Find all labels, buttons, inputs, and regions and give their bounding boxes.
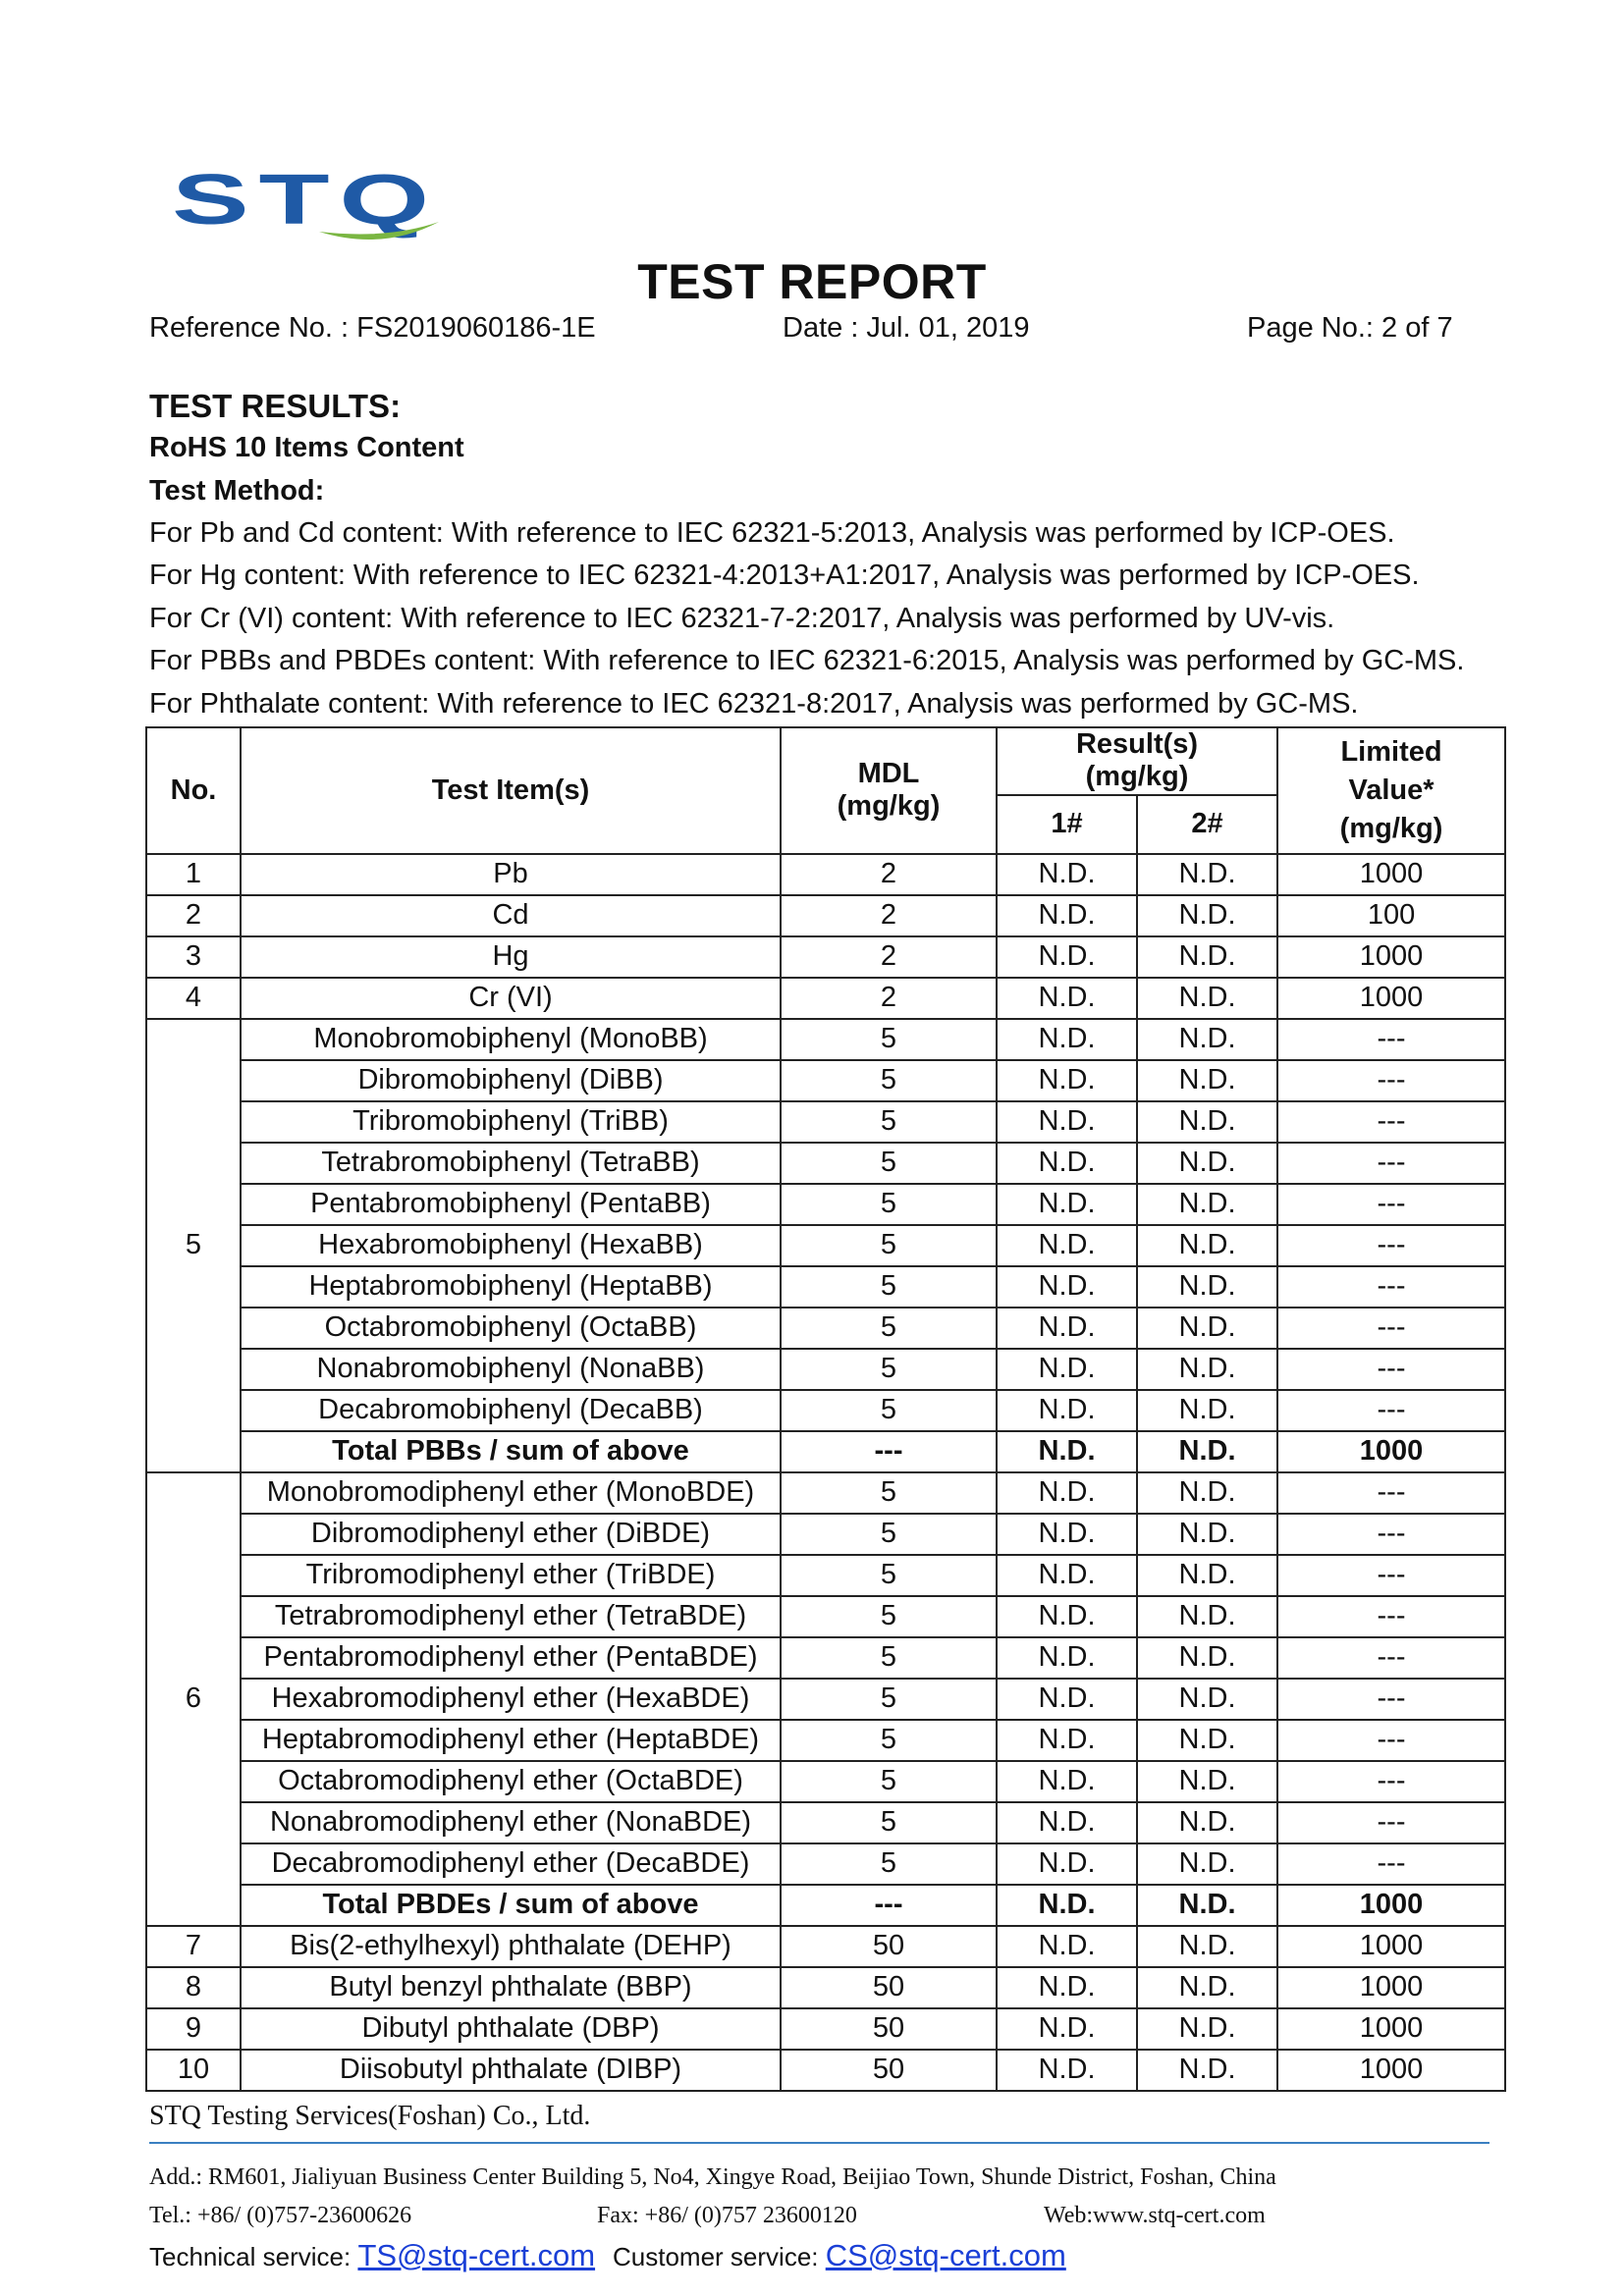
cell-no: 2 bbox=[146, 895, 241, 936]
cell-mdl: 50 bbox=[781, 2008, 997, 2050]
cell-mdl: 5 bbox=[781, 1761, 997, 1802]
table-row bbox=[146, 1390, 1505, 1431]
cell-no: 8 bbox=[146, 1967, 241, 2008]
cell-result-2: N.D. bbox=[1137, 1967, 1277, 2008]
cell-test-item: Nonabromodiphenyl ether (NonaBDE) bbox=[241, 1802, 781, 1843]
cell-limit: 1000 bbox=[1277, 2050, 1505, 2091]
cell-result-2: N.D. bbox=[1137, 1637, 1277, 1679]
cell-mdl: 2 bbox=[781, 854, 997, 895]
cell-limit: --- bbox=[1277, 1019, 1505, 1060]
cell-result-2: N.D. bbox=[1137, 1472, 1277, 1514]
cell-mdl: 5 bbox=[781, 1101, 997, 1143]
cell-result-1: N.D. bbox=[997, 1060, 1137, 1101]
cell-result-1: N.D. bbox=[997, 1472, 1137, 1514]
cell-result-2: N.D. bbox=[1137, 1431, 1277, 1472]
cell-result-1: N.D. bbox=[997, 854, 1137, 895]
table-row bbox=[146, 1019, 1505, 1060]
cell-no: 9 bbox=[146, 2008, 241, 2050]
cell-result-2: N.D. bbox=[1137, 895, 1277, 936]
cell-mdl: 2 bbox=[781, 895, 997, 936]
cell-mdl: --- bbox=[781, 1431, 997, 1472]
cell-result-1: N.D. bbox=[997, 1967, 1137, 2008]
cell-result-2: N.D. bbox=[1137, 1390, 1277, 1431]
cell-result-2: N.D. bbox=[1137, 2008, 1277, 2050]
cell-result-1: N.D. bbox=[997, 1349, 1137, 1390]
report-title: TEST REPORT bbox=[637, 254, 987, 309]
cell-limit: --- bbox=[1277, 1555, 1505, 1596]
results-table bbox=[145, 726, 1506, 2092]
cell-test-item: Monobromodiphenyl ether (MonoBDE) bbox=[241, 1472, 781, 1514]
header-mdl-label: MDL bbox=[857, 758, 920, 789]
cell-result-1: N.D. bbox=[997, 1184, 1137, 1225]
cell-test-item: Dibutyl phthalate (DBP) bbox=[241, 2008, 781, 2050]
cell-result-1: N.D. bbox=[997, 1308, 1137, 1349]
cell-test-item: Dibromodiphenyl ether (DiBDE) bbox=[241, 1514, 781, 1555]
cell-mdl: 5 bbox=[781, 1720, 997, 1761]
cell-test-item: Tribromodiphenyl ether (TriBDE) bbox=[241, 1555, 781, 1596]
table-row bbox=[146, 1101, 1505, 1143]
cell-result-1: N.D. bbox=[997, 1143, 1137, 1184]
cell-result-2: N.D. bbox=[1137, 978, 1277, 1019]
method-line: For Hg content: With reference to IEC 62321-4:2013+A1:2017, Analysis was performed by ICP-OES. bbox=[149, 560, 1420, 591]
cell-mdl: 5 bbox=[781, 1060, 997, 1101]
cell-result-1: N.D. bbox=[997, 1596, 1137, 1637]
cell-result-2: N.D. bbox=[1137, 1679, 1277, 1720]
table-row bbox=[146, 1967, 1505, 2008]
table-row bbox=[146, 1431, 1505, 1472]
cell-result-2: N.D. bbox=[1137, 1514, 1277, 1555]
cell-result-2: N.D. bbox=[1137, 1926, 1277, 1967]
table-row bbox=[146, 854, 1505, 895]
cell-result-1: N.D. bbox=[997, 1390, 1137, 1431]
cell-mdl: 50 bbox=[781, 2050, 997, 2091]
cell-result-2: N.D. bbox=[1137, 1266, 1277, 1308]
cell-test-item: Nonabromobiphenyl (NonaBB) bbox=[241, 1349, 781, 1390]
cell-result-1: N.D. bbox=[997, 1720, 1137, 1761]
header-limit-label: Limited bbox=[1340, 735, 1442, 768]
cell-test-item: Octabromobiphenyl (OctaBB) bbox=[241, 1308, 781, 1349]
cell-no: 5 bbox=[146, 1019, 241, 1472]
cell-limit: --- bbox=[1277, 1184, 1505, 1225]
cell-limit: --- bbox=[1277, 1720, 1505, 1761]
table-row bbox=[146, 1266, 1505, 1308]
cell-result-2: N.D. bbox=[1137, 1019, 1277, 1060]
table-row bbox=[146, 936, 1505, 978]
cell-mdl: 5 bbox=[781, 1555, 997, 1596]
table-row bbox=[146, 1555, 1505, 1596]
header-no: No. bbox=[146, 727, 241, 854]
cell-test-item: Butyl benzyl phthalate (BBP) bbox=[241, 1967, 781, 2008]
cell-no: 1 bbox=[146, 854, 241, 895]
cell-result-1: N.D. bbox=[997, 1019, 1137, 1060]
cell-no: 4 bbox=[146, 978, 241, 1019]
table-row bbox=[146, 2050, 1505, 2091]
cell-result-2: N.D. bbox=[1137, 1308, 1277, 1349]
cell-limit: 1000 bbox=[1277, 1967, 1505, 2008]
technical-service bbox=[149, 2238, 595, 2273]
section-title: TEST RESULTS: bbox=[149, 388, 402, 424]
cell-result-2: N.D. bbox=[1137, 1225, 1277, 1266]
company-web: Web:www.stq-cert.com bbox=[1044, 2203, 1266, 2228]
cell-mdl: 50 bbox=[781, 1926, 997, 1967]
table-row bbox=[146, 2008, 1505, 2050]
results-body bbox=[146, 854, 1505, 2091]
cell-limit: 1000 bbox=[1277, 1431, 1505, 1472]
cell-result-2: N.D. bbox=[1137, 1349, 1277, 1390]
cell-limit: 1000 bbox=[1277, 978, 1505, 1019]
table-row bbox=[146, 1802, 1505, 1843]
cell-result-2: N.D. bbox=[1137, 1101, 1277, 1143]
table-row bbox=[146, 978, 1505, 1019]
cell-test-item: Bis(2-ethylhexyl) phthalate (DEHP) bbox=[241, 1926, 781, 1967]
cell-mdl: 5 bbox=[781, 1596, 997, 1637]
header-mdl-unit: (mg/kg) bbox=[837, 790, 941, 823]
header-results-unit: (mg/kg) bbox=[1085, 761, 1189, 793]
cell-result-1: N.D. bbox=[997, 2050, 1137, 2091]
cell-test-item: Dibromobiphenyl (DiBB) bbox=[241, 1060, 781, 1101]
cell-result-2: N.D. bbox=[1137, 1761, 1277, 1802]
cell-mdl: 5 bbox=[781, 1143, 997, 1184]
reference-number: Reference No. : FS2019060186-1E bbox=[149, 312, 596, 344]
cell-mdl: 5 bbox=[781, 1802, 997, 1843]
cell-limit: --- bbox=[1277, 1101, 1505, 1143]
cell-result-1: N.D. bbox=[997, 936, 1137, 978]
cell-test-item: Cd bbox=[241, 895, 781, 936]
cell-result-2: N.D. bbox=[1137, 2050, 1277, 2091]
cell-result-2: N.D. bbox=[1137, 1555, 1277, 1596]
cell-test-item: Diisobutyl phthalate (DIBP) bbox=[241, 2050, 781, 2091]
cell-limit: --- bbox=[1277, 1679, 1505, 1720]
cell-test-item: Hexabromobiphenyl (HexaBB) bbox=[241, 1225, 781, 1266]
header-result-1: 1# bbox=[997, 795, 1137, 854]
header-limited-value bbox=[1277, 727, 1505, 854]
cell-mdl: 2 bbox=[781, 936, 997, 978]
cell-limit: --- bbox=[1277, 1390, 1505, 1431]
table-row bbox=[146, 1637, 1505, 1679]
cell-test-item: Cr (VI) bbox=[241, 978, 781, 1019]
cell-result-1: N.D. bbox=[997, 1637, 1137, 1679]
table-row bbox=[146, 1843, 1505, 1885]
cell-result-1: N.D. bbox=[997, 1679, 1137, 1720]
table-row bbox=[146, 1596, 1505, 1637]
cell-mdl: 50 bbox=[781, 1967, 997, 2008]
cell-limit: --- bbox=[1277, 1060, 1505, 1101]
header-limit-unit: (mg/kg) bbox=[1339, 812, 1443, 844]
cell-mdl: 5 bbox=[781, 1349, 997, 1390]
cell-limit: --- bbox=[1277, 1225, 1505, 1266]
company-name: STQ Testing Services(Foshan) Co., Ltd. bbox=[149, 2101, 591, 2131]
cell-result-1: N.D. bbox=[997, 895, 1137, 936]
cell-limit: --- bbox=[1277, 1637, 1505, 1679]
header-result-2: 2# bbox=[1137, 795, 1277, 854]
cell-mdl: 5 bbox=[781, 1514, 997, 1555]
table-row bbox=[146, 1885, 1505, 1926]
cell-mdl: 5 bbox=[781, 1843, 997, 1885]
cell-test-item: Total PBDEs / sum of above bbox=[241, 1885, 781, 1926]
cell-mdl: 5 bbox=[781, 1266, 997, 1308]
cell-result-1: N.D. bbox=[997, 1101, 1137, 1143]
cell-mdl: 2 bbox=[781, 978, 997, 1019]
stq-logo bbox=[172, 167, 447, 245]
cell-result-1: N.D. bbox=[997, 1225, 1137, 1266]
cell-result-1: N.D. bbox=[997, 1802, 1137, 1843]
header-results bbox=[997, 727, 1277, 795]
report-date: Date : Jul. 01, 2019 bbox=[783, 312, 1030, 344]
table-row bbox=[146, 1308, 1505, 1349]
cell-limit: --- bbox=[1277, 1761, 1505, 1802]
cell-limit: 1000 bbox=[1277, 854, 1505, 895]
cell-test-item: Heptabromodiphenyl ether (HeptaBDE) bbox=[241, 1720, 781, 1761]
cell-result-2: N.D. bbox=[1137, 1885, 1277, 1926]
cell-test-item: Tetrabromobiphenyl (TetraBB) bbox=[241, 1143, 781, 1184]
customer-service bbox=[613, 2238, 1066, 2273]
header-results-label: Result(s) bbox=[1075, 728, 1199, 760]
cell-test-item: Pb bbox=[241, 854, 781, 895]
table-row bbox=[146, 1349, 1505, 1390]
cell-limit: --- bbox=[1277, 1143, 1505, 1184]
cell-result-2: N.D. bbox=[1137, 1720, 1277, 1761]
method-line: For Pb and Cd content: With reference to IEC 62321-5:2013, Analysis was performed by ICP-OES. bbox=[149, 517, 1395, 549]
cell-result-1: N.D. bbox=[997, 1514, 1137, 1555]
company-address: Add.: RM601, Jialiyuan Business Center Building 5, No4, Xingye Road, Beijiao Town, Shunde District, Foshan, China bbox=[149, 2164, 1276, 2190]
company-fax: Fax: +86/ (0)757 23600120 bbox=[597, 2203, 857, 2228]
footer-divider bbox=[149, 2142, 1489, 2144]
subtitle: RoHS 10 Items Content bbox=[149, 432, 464, 463]
header-test-item: Test Item(s) bbox=[241, 727, 781, 854]
table-row bbox=[146, 1679, 1505, 1720]
cell-mdl: 5 bbox=[781, 1679, 997, 1720]
table-row bbox=[146, 1720, 1505, 1761]
cell-result-1: N.D. bbox=[997, 978, 1137, 1019]
cell-no: 7 bbox=[146, 1926, 241, 1967]
cell-result-2: N.D. bbox=[1137, 1843, 1277, 1885]
cell-no: 3 bbox=[146, 936, 241, 978]
cell-mdl: 5 bbox=[781, 1019, 997, 1060]
cell-test-item: Pentabromodiphenyl ether (PentaBDE) bbox=[241, 1637, 781, 1679]
cell-limit: 1000 bbox=[1277, 1926, 1505, 1967]
table-row bbox=[146, 1472, 1505, 1514]
cell-limit: --- bbox=[1277, 1802, 1505, 1843]
cell-limit: --- bbox=[1277, 1349, 1505, 1390]
stq-logo-text: STQ bbox=[172, 167, 439, 240]
cell-result-1: N.D. bbox=[997, 1843, 1137, 1885]
table-row bbox=[146, 1225, 1505, 1266]
method-line: For PBBs and PBDEs content: With reference to IEC 62321-6:2015, Analysis was performed by GC-MS. bbox=[149, 645, 1465, 676]
cell-mdl: --- bbox=[781, 1885, 997, 1926]
method-line: For Cr (VI) content: With reference to IEC 62321-7-2:2017, Analysis was performed by UV-vis. bbox=[149, 603, 1335, 634]
cell-limit: 100 bbox=[1277, 895, 1505, 936]
cell-result-2: N.D. bbox=[1137, 1802, 1277, 1843]
cell-result-2: N.D. bbox=[1137, 1060, 1277, 1101]
cell-mdl: 5 bbox=[781, 1390, 997, 1431]
cell-limit: 1000 bbox=[1277, 1885, 1505, 1926]
table-row bbox=[146, 895, 1505, 936]
cell-test-item: Total PBBs / sum of above bbox=[241, 1431, 781, 1472]
technical-service-label: Technical service: bbox=[149, 2242, 352, 2271]
cell-limit: --- bbox=[1277, 1266, 1505, 1308]
cell-limit: --- bbox=[1277, 1843, 1505, 1885]
cell-mdl: 5 bbox=[781, 1637, 997, 1679]
cell-limit: --- bbox=[1277, 1472, 1505, 1514]
test-method-label: Test Method: bbox=[149, 475, 325, 507]
cell-result-1: N.D. bbox=[997, 1885, 1137, 1926]
customer-service-label: Customer service: bbox=[613, 2242, 819, 2271]
table-row bbox=[146, 1060, 1505, 1101]
header-limit-value: Value* bbox=[1348, 774, 1435, 806]
cell-result-2: N.D. bbox=[1137, 1184, 1277, 1225]
header-mdl bbox=[781, 727, 997, 854]
table-row bbox=[146, 1761, 1505, 1802]
cell-test-item: Heptabromobiphenyl (HeptaBB) bbox=[241, 1266, 781, 1308]
cell-limit: --- bbox=[1277, 1596, 1505, 1637]
cell-test-item: Pentabromobiphenyl (PentaBB) bbox=[241, 1184, 781, 1225]
cell-test-item: Tribromobiphenyl (TriBB) bbox=[241, 1101, 781, 1143]
cell-no: 10 bbox=[146, 2050, 241, 2091]
cell-result-1: N.D. bbox=[997, 1431, 1137, 1472]
cell-result-1: N.D. bbox=[997, 2008, 1137, 2050]
cell-mdl: 5 bbox=[781, 1308, 997, 1349]
cell-test-item: Hexabromodiphenyl ether (HexaBDE) bbox=[241, 1679, 781, 1720]
cell-test-item: Decabromobiphenyl (DecaBB) bbox=[241, 1390, 781, 1431]
cell-result-1: N.D. bbox=[997, 1266, 1137, 1308]
cell-result-2: N.D. bbox=[1137, 854, 1277, 895]
cell-result-1: N.D. bbox=[997, 1761, 1137, 1802]
cell-result-1: N.D. bbox=[997, 1926, 1137, 1967]
cell-mdl: 5 bbox=[781, 1184, 997, 1225]
cell-limit: --- bbox=[1277, 1308, 1505, 1349]
cell-limit: 1000 bbox=[1277, 2008, 1505, 2050]
cell-test-item: Hg bbox=[241, 936, 781, 978]
cell-test-item: Decabromodiphenyl ether (DecaBDE) bbox=[241, 1843, 781, 1885]
cell-result-2: N.D. bbox=[1137, 936, 1277, 978]
method-line: For Phthalate content: With reference to IEC 62321-8:2017, Analysis was performed by GC-MS. bbox=[149, 688, 1359, 720]
table-row bbox=[146, 1926, 1505, 1967]
cell-no: 6 bbox=[146, 1472, 241, 1926]
technical-service-email[interactable]: TS@stq-cert.com bbox=[357, 2238, 596, 2272]
table-row bbox=[146, 1514, 1505, 1555]
table-row bbox=[146, 1143, 1505, 1184]
customer-service-email[interactable]: CS@stq-cert.com bbox=[825, 2238, 1066, 2272]
table-row bbox=[146, 1184, 1505, 1225]
cell-mdl: 5 bbox=[781, 1472, 997, 1514]
cell-mdl: 5 bbox=[781, 1225, 997, 1266]
company-tel: Tel.: +86/ (0)757-23600626 bbox=[149, 2203, 412, 2228]
cell-result-2: N.D. bbox=[1137, 1143, 1277, 1184]
cell-test-item: Monobromobiphenyl (MonoBB) bbox=[241, 1019, 781, 1060]
cell-result-2: N.D. bbox=[1137, 1596, 1277, 1637]
cell-limit: 1000 bbox=[1277, 936, 1505, 978]
cell-test-item: Octabromodiphenyl ether (OctaBDE) bbox=[241, 1761, 781, 1802]
cell-result-1: N.D. bbox=[997, 1555, 1137, 1596]
cell-test-item: Tetrabromodiphenyl ether (TetraBDE) bbox=[241, 1596, 781, 1637]
page-number: Page No.: 2 of 7 bbox=[1247, 312, 1453, 344]
cell-limit: --- bbox=[1277, 1514, 1505, 1555]
